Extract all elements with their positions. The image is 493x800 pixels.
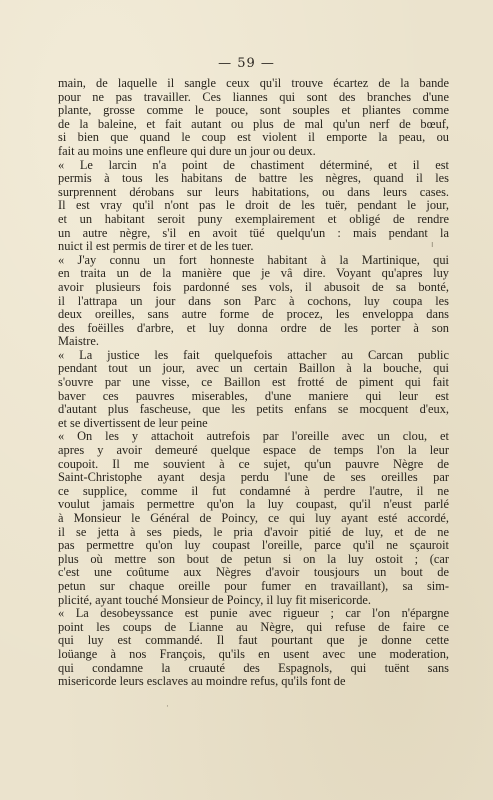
text-line: « On les y attachoit autrefois par l'oreille avec un clou, et	[58, 429, 449, 444]
text-line: Il est vray qu'il n'ont pas le droit de les tuër, pendant le jour,	[58, 198, 449, 213]
text-line: voulut jamais permettre qu'on la luy coupast, qu'il n'eust parlé	[58, 497, 449, 512]
paragraph	[58, 159, 449, 254]
text-line: c'est une coûtume aux Nègres d'avoir tousjours un bout de	[58, 565, 449, 580]
text-line: avoir plusieurs fois pardonné ses vols, il abusoit de sa bonté,	[58, 279, 449, 294]
text-line: point les coups de Lianne au Nègre, qui refuse de faire ce	[58, 619, 449, 634]
text-line: plicité, ayant touché Monsieur de Poincy, il luy fit misericorde.	[58, 592, 372, 607]
text-line: pendant tout un jour, avec un certain Baillon à la bouche, qui	[58, 361, 449, 376]
paragraph	[58, 254, 449, 349]
text-line: un autre nègre, s'il en avoit tüé quelqu'un : mais pendant la	[58, 225, 449, 240]
text-line: permis à tous les habitans de battre les nègres, quand il les	[58, 171, 449, 186]
text-line: des foëilles d'arbre, et luy donna ordre de les porter à son	[58, 320, 449, 335]
paragraph	[58, 430, 449, 607]
scan-speck: ı	[431, 240, 434, 250]
text-line: surprennent dérobans sur leurs habitations, ou dans leurs cases.	[58, 184, 449, 199]
text-line: apres y avoir demeuré quelque espace de temps l'on la leur	[58, 443, 449, 458]
text-line: il se jetta à ses pieds, le pria d'avoir pitié de luy, et de ne	[58, 524, 449, 539]
text-line: qui luy est commandé. Il faut pourtant que je donne cette	[58, 633, 449, 648]
text-line: Saint-Christophe ayant desja perdu l'une de ses oreilles par	[58, 470, 449, 485]
text-line: Maistre.	[58, 334, 99, 349]
text-line: en traita un de la manière que je vâ dire. Voyant qu'apres luy	[58, 266, 449, 281]
text-line: fait au moins une enfleure qui dure un jour ou deux.	[58, 143, 316, 158]
text-line: « La justice les fait quelquefois attacher au Carcan public	[58, 347, 449, 362]
text-line: plante, grosse comme le pouce, sont souples et pliantes comme	[58, 103, 449, 118]
text-line: qui condamne la cruauté des Espagnols, qui tuënt sans	[58, 660, 449, 675]
text-line: de la baleine, et fait autant ou plus de mal qu'un nerf de bœuf,	[58, 116, 449, 131]
scan-speck: ·	[166, 702, 169, 712]
text-line: s'ouvre par une visse, ce Baillon est frotté de piment qui fait	[58, 375, 449, 390]
text-line: main, de laquelle il sangle ceux qu'il trouve écartez de la bande	[58, 76, 449, 90]
text-line: loüange à nos François, qu'ils en usent avec une moderation,	[58, 646, 449, 661]
text-line: baver ces pauvres miserables, d'une maniere qui leur est	[58, 388, 449, 403]
text-line: si bien que quand le coup est violent il emporte la peau, ou	[58, 130, 449, 145]
text-line: deux oreilles, sans autre forme de procez, les enveloppa dans	[58, 307, 449, 322]
text-line: ce supplice, comme il fut condamné à perdre l'autre, il ne	[58, 483, 449, 498]
text-line: misericorde leurs esclaves au moindre refus, qu'ils font de	[58, 674, 346, 689]
text-line: et un habitant seroit puny exemplairement et obligé de rendre	[58, 211, 449, 226]
paragraph	[58, 349, 449, 431]
text-line: et se divertissent de leur peine	[58, 415, 208, 430]
text-line: « J'ay connu un fort honneste habitant à la Martinique, qui	[58, 252, 449, 267]
text-line: pas permettre qu'on luy coupast l'oreille, parce qu'il ne sçauroit	[58, 538, 449, 553]
body-text	[58, 77, 449, 689]
text-line: pour ne pas travailler. Ces liannes qui sont des branches d'une	[58, 89, 449, 104]
text-line: nuict il est permis de tirer et de les tuer.	[58, 239, 254, 254]
paragraph	[58, 77, 449, 159]
text-line: petun sur chaque oreille pour fumer en travaillant), sa sim-	[58, 578, 449, 593]
text-line: à Monsieur le Général de Poincy, ce qui luy ayant esté accordé,	[58, 511, 449, 525]
text-line: « Le larcin n'a point de chastiment déterminé, et il est	[58, 157, 449, 172]
text-line: il l'attrapa un jour dans son Parc à cochons, luy coupa les	[58, 293, 449, 308]
text-line: coupoit. Il me souvient à ce sujet, qu'un pauvre Nègre de	[58, 456, 449, 471]
paragraph	[58, 607, 449, 689]
text-line: d'autant plus fascheuse, que les petits enfans se mocquent d'eux,	[58, 402, 449, 417]
text-line: plus où mettre son bout de petun si on la luy ostoit ; (car	[58, 551, 449, 566]
page-number: — 59 —	[218, 56, 275, 71]
text-line: « La desobeyssance est punie avec rigueur ; car l'on n'épargne	[58, 606, 449, 621]
